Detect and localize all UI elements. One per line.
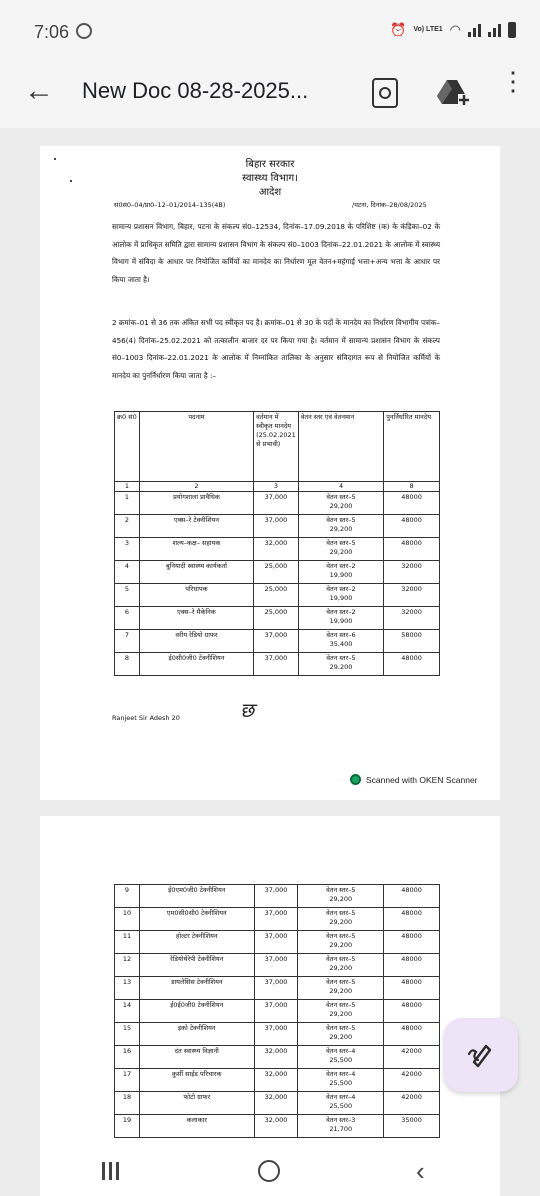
post-cell: ई0ई0जी0 टेक्नीशियन xyxy=(139,1000,254,1023)
pay-level: वेतन स्तर–4 xyxy=(326,1093,356,1101)
pay-level-cell xyxy=(298,561,383,584)
index-cell: 1 xyxy=(115,482,140,492)
serial-cell: 4 xyxy=(115,561,140,584)
revised-pay-cell: 48000 xyxy=(384,954,440,977)
revised-pay-cell: 32000 xyxy=(384,584,440,607)
table-row xyxy=(115,1069,440,1092)
status-time: 7:06 xyxy=(34,22,70,42)
revised-pay-cell: 48000 xyxy=(384,931,440,954)
current-pay-cell: 37,000 xyxy=(254,908,298,931)
wifi-icon: ◠ xyxy=(449,22,461,37)
pay-scale: 35,400 xyxy=(329,640,353,648)
pay-level-cell xyxy=(298,1046,384,1069)
signal-icon xyxy=(468,23,481,37)
pay-level-cell xyxy=(298,538,383,561)
post-cell: इको टेक्नीशियन xyxy=(139,1023,254,1046)
header-line-3: आदेश xyxy=(258,187,282,198)
pay-level: वेतन स्तर–5 xyxy=(326,539,356,547)
signal-2-icon xyxy=(488,23,501,37)
current-pay-cell: 37,000 xyxy=(254,1023,298,1046)
table-row xyxy=(115,885,440,908)
col-header-revised: पुनर्निर्धारित मानदेय xyxy=(384,412,440,482)
post-cell: डायलेसिस टेक्नीशियन xyxy=(139,977,254,1000)
revised-pay-cell: 42000 xyxy=(384,1092,440,1115)
pay-scale: 19,900 xyxy=(329,617,353,625)
memo-number: सं0सं0–04/प्रा0–12–01/2014–135(4B) xyxy=(114,201,226,209)
paragraph-2: 2 क्रमांक–01 से 36 तक अंकित सभी पद स्वीकृत पद है। क्रमांक–01 से 30 के पदों के मानदेय का निर्धारण विभागीय पत्रांक–456(4) दिनांक–25.02.2021 को तत्कालीन बाजार दर पर किया गया है। वर्तमान में सामान्य प्रशासन विभाग के संकल्प सं0–1003 दिनांक–22.01.2021 के आलोक में निम्नांकित तालिका के अनुसार संविदागत रूप से नियोजित कर्मियों के मानदेय का पुनर्निर्धारण किया जाता है :– xyxy=(112,318,440,380)
table-body xyxy=(115,885,440,1138)
google-lens-icon[interactable] xyxy=(372,78,398,108)
table-row xyxy=(115,1115,440,1138)
pay-level-cell xyxy=(298,1092,384,1115)
table-row xyxy=(115,584,440,607)
current-pay-cell: 25,000 xyxy=(254,584,299,607)
pay-level: वेतन स्तर–2 xyxy=(326,608,356,616)
pay-level-cell xyxy=(298,1000,384,1023)
current-pay-cell: 37,000 xyxy=(254,954,298,977)
post-cell: बुनियादी स्वास्थ्य कार्यकर्ता xyxy=(139,561,253,584)
pay-scale: 21,700 xyxy=(329,1125,353,1133)
status-icons xyxy=(390,22,516,38)
pay-level: वेतन स्तर–5 xyxy=(326,909,356,917)
table-row xyxy=(115,492,440,515)
document-page-1 xyxy=(40,146,500,800)
revised-pay-cell: 42000 xyxy=(384,1069,440,1092)
volte-label: Vo) LTE1 xyxy=(413,26,443,33)
whatsapp-icon xyxy=(76,23,92,39)
header-line-2: स्वास्थ्य विभाग। xyxy=(242,173,298,184)
table-row xyxy=(115,515,440,538)
pay-scale: 29,200 xyxy=(329,1033,353,1041)
pay-level: वेतन स्तर–5 xyxy=(326,516,356,524)
pay-scale: 29,200 xyxy=(329,502,353,510)
current-pay-cell: 37,000 xyxy=(254,977,298,1000)
current-pay-cell: 37,000 xyxy=(254,931,298,954)
table-row xyxy=(115,630,440,653)
current-pay-cell: 37,000 xyxy=(254,885,298,908)
index-cell: 3 xyxy=(254,482,299,492)
pay-level-cell xyxy=(298,977,384,1000)
table-row xyxy=(115,653,440,676)
post-cell: ई0सी0जी0 टेक्नीशियन xyxy=(139,653,253,676)
pay-scale: 25,500 xyxy=(329,1102,353,1110)
revised-pay-cell: 58000 xyxy=(384,630,440,653)
revised-pay-cell: 48000 xyxy=(384,515,440,538)
alarm-icon: ⏰ xyxy=(390,22,407,37)
status-bar xyxy=(0,0,540,62)
post-cell: होल्टर टेक्नीशियन xyxy=(139,931,254,954)
current-pay-cell: 25,000 xyxy=(254,607,299,630)
current-pay-cell: 37,000 xyxy=(254,630,299,653)
table-row xyxy=(115,1023,440,1046)
revised-pay-cell: 48000 xyxy=(384,885,440,908)
current-pay-cell: 25,000 xyxy=(254,561,299,584)
post-cell: कुर्सी साईड परिचारक xyxy=(139,1069,254,1092)
pay-level: वेतन स्तर–5 xyxy=(326,955,356,963)
serial-cell: 7 xyxy=(115,630,140,653)
serial-cell: 12 xyxy=(115,954,140,977)
index-cell: 8 xyxy=(384,482,440,492)
pay-scale: 29,200 xyxy=(329,987,353,995)
current-pay-cell: 32,000 xyxy=(254,1115,298,1138)
pay-level: वेतन स्तर–3 xyxy=(326,1116,356,1124)
table-row xyxy=(115,908,440,931)
current-pay-cell: 32,000 xyxy=(254,1046,298,1069)
revised-pay-cell: 48000 xyxy=(384,492,440,515)
signature: छ xyxy=(240,698,255,722)
serial-cell: 1 xyxy=(115,492,140,515)
serial-cell: 2 xyxy=(115,515,140,538)
pay-level: वेतन स्तर–5 xyxy=(326,493,356,501)
post-cell: रेडियोथेरेपी टेक्नीशियन xyxy=(139,954,254,977)
pay-level: वेतन स्तर–2 xyxy=(326,585,356,593)
table-body xyxy=(115,492,440,676)
pay-level-cell xyxy=(298,1023,384,1046)
pay-scale: 29,200 xyxy=(329,941,353,949)
serial-cell: 19 xyxy=(115,1115,140,1138)
table-row xyxy=(115,931,440,954)
col-header-post: पदनाम xyxy=(139,412,253,482)
table-row xyxy=(115,954,440,977)
revised-pay-cell: 48000 xyxy=(384,1023,440,1046)
current-pay-cell: 37,000 xyxy=(254,515,299,538)
pay-scale: 19,900 xyxy=(329,594,353,602)
serial-cell: 11 xyxy=(115,931,140,954)
system-nav-bar xyxy=(0,1150,540,1196)
pay-table-page-1 xyxy=(114,411,440,676)
current-pay-cell: 37,000 xyxy=(254,492,299,515)
pay-level-cell xyxy=(298,515,383,538)
table-row xyxy=(115,977,440,1000)
sign-note: Ranjeet Sir Adesh 20 xyxy=(112,714,180,722)
drive-add-icon[interactable] xyxy=(436,78,470,106)
pay-table-page-2 xyxy=(114,884,440,1138)
post-cell: एक्स–रे टेक्नीशियन xyxy=(139,515,253,538)
pay-scale: 29,200 xyxy=(329,964,353,972)
serial-cell: 5 xyxy=(115,584,140,607)
revised-pay-cell: 48000 xyxy=(384,977,440,1000)
post-cell: एक्स–रे मैकेनिक xyxy=(139,607,253,630)
current-pay-cell: 37,000 xyxy=(254,1000,298,1023)
post-cell: परिधापक xyxy=(139,584,253,607)
post-cell: ई0एम0जी0 टेक्नीशियन xyxy=(139,885,254,908)
pay-scale: 29,200 xyxy=(329,895,353,903)
serial-cell: 13 xyxy=(115,977,140,1000)
oken-scanner-icon xyxy=(350,774,361,785)
pay-level: वेतन स्तर–5 xyxy=(326,978,356,986)
pay-level: वेतन स्तर–5 xyxy=(326,654,356,662)
post-cell: फोटो ग्राफर xyxy=(139,1092,254,1115)
post-cell: वरीय रेडियो ग्राफर xyxy=(139,630,253,653)
pay-scale: 19,900 xyxy=(329,571,353,579)
table-header-row xyxy=(115,412,440,482)
serial-cell: 15 xyxy=(115,1023,140,1046)
post-cell: एम0सी0सी0 टेक्नीशियन xyxy=(139,908,254,931)
post-cell: दंत स्वास्थ्य विज्ञानी xyxy=(139,1046,254,1069)
pay-level: वेतन स्तर–6 xyxy=(326,631,356,639)
edit-annotate-icon xyxy=(466,1040,496,1070)
pay-level-cell xyxy=(298,607,383,630)
pay-level-cell xyxy=(298,630,383,653)
index-cell: 4 xyxy=(298,482,383,492)
pay-level: वेतन स्तर–2 xyxy=(326,562,356,570)
pay-level: वेतन स्तर–5 xyxy=(326,932,356,940)
revised-pay-cell: 35000 xyxy=(384,1115,440,1138)
post-cell: कलाकार xyxy=(139,1115,254,1138)
table-row xyxy=(115,561,440,584)
arrow-left-icon[interactable]: ← xyxy=(24,74,54,107)
post-cell: प्रयोगशाला प्रावैधिक xyxy=(139,492,253,515)
pay-level: वेतन स्तर–5 xyxy=(326,1001,356,1009)
document-page-2 xyxy=(40,816,500,1196)
col-header-level: वेतन स्तर एवं वेतनमान xyxy=(298,412,383,482)
col-header-current: वर्तमान में स्वीकृत मानदेय (25.02.2021 से प्रभावी) xyxy=(254,412,299,482)
col-header-serial: क्र0 सं0 xyxy=(115,412,140,482)
serial-cell: 9 xyxy=(115,885,140,908)
current-pay-cell: 37,000 xyxy=(254,653,299,676)
revised-pay-cell: 32000 xyxy=(384,607,440,630)
pay-level: वेतन स्तर–5 xyxy=(326,1024,356,1032)
table-row xyxy=(115,538,440,561)
revised-pay-cell: 48000 xyxy=(384,1000,440,1023)
serial-cell: 16 xyxy=(115,1046,140,1069)
document-title: New Doc 08-28-2025... xyxy=(82,78,309,103)
paragraph-1: सामान्य प्रशासन विभाग, बिहार, पटना के संकल्प सं0–12534, दिनांक–17.09.2018 के परिशिष्ट (क) के कंडिका–02 के आलोक में प्राधिकृत समिति द्वारा सामान्य प्रशासन विभाग के संकल्प सं0–1003 दिनांक–22.01.2021 के आलोक में स्वास्थ्य विभाग में संविदा के आधार पर नियोजित कर्मियों का मानदेय का निर्धारण मूल वेतन+महंगाई भत्ता+अन्य भत्ता के आधार पर किया जाता है। xyxy=(112,222,440,284)
revised-pay-cell: 48000 xyxy=(384,653,440,676)
serial-cell: 3 xyxy=(115,538,140,561)
pay-scale: 25,500 xyxy=(329,1079,353,1087)
revised-pay-cell: 48000 xyxy=(384,538,440,561)
table-row xyxy=(115,1092,440,1115)
pay-level-cell xyxy=(298,885,384,908)
table-row xyxy=(115,607,440,630)
pay-level-cell xyxy=(298,492,383,515)
nav-back-icon[interactable]: ‹ xyxy=(416,1156,425,1186)
pay-scale: 29,200 xyxy=(329,525,353,533)
memo-date: /पटना, दिनांक–28/08/2025 xyxy=(352,201,427,209)
current-pay-cell: 32,000 xyxy=(254,1069,298,1092)
pay-scale: 25,500 xyxy=(329,1056,353,1064)
serial-cell: 18 xyxy=(115,1092,140,1115)
pay-level-cell xyxy=(298,1069,384,1092)
table-row xyxy=(115,1046,440,1069)
pay-level-cell xyxy=(298,653,383,676)
pay-level-cell xyxy=(298,954,384,977)
pay-level-cell xyxy=(298,931,384,954)
pay-level-cell xyxy=(298,1115,384,1138)
recent-apps-icon[interactable] xyxy=(102,1162,122,1180)
serial-cell: 14 xyxy=(115,1000,140,1023)
revised-pay-cell: 42000 xyxy=(384,1046,440,1069)
current-pay-cell: 32,000 xyxy=(254,1092,298,1115)
header-line-1: बिहार सरकार xyxy=(245,159,295,170)
index-cell: 2 xyxy=(139,482,253,492)
serial-cell: 17 xyxy=(115,1069,140,1092)
pay-scale: 29,200 xyxy=(329,663,353,671)
pay-scale: 29,200 xyxy=(329,1010,353,1018)
app-bar xyxy=(0,62,540,128)
current-pay-cell: 32,000 xyxy=(254,538,299,561)
serial-cell: 10 xyxy=(115,908,140,931)
home-icon[interactable] xyxy=(258,1160,280,1182)
scanner-label: Scanned with OKEN Scanner xyxy=(366,774,478,785)
serial-cell: 6 xyxy=(115,607,140,630)
pay-level-cell xyxy=(298,908,384,931)
table-row xyxy=(115,1000,440,1023)
annotate-fab[interactable] xyxy=(444,1018,518,1092)
pay-level: वेतन स्तर–4 xyxy=(326,1047,356,1055)
pay-level: वेतन स्तर–5 xyxy=(326,886,356,894)
pay-level: वेतन स्तर–4 xyxy=(326,1070,356,1078)
serial-cell: 8 xyxy=(115,653,140,676)
table-index-row xyxy=(115,482,440,492)
pay-scale: 29,200 xyxy=(329,918,353,926)
pay-level-cell xyxy=(298,584,383,607)
battery-icon xyxy=(508,22,516,38)
more-vert-icon[interactable]: ⋮ xyxy=(500,66,526,96)
pay-scale: 29,200 xyxy=(329,548,353,556)
scanner-watermark xyxy=(350,774,478,785)
revised-pay-cell: 32000 xyxy=(384,561,440,584)
post-cell: शल्य–कक्ष– सहायक xyxy=(139,538,253,561)
revised-pay-cell: 48000 xyxy=(384,908,440,931)
